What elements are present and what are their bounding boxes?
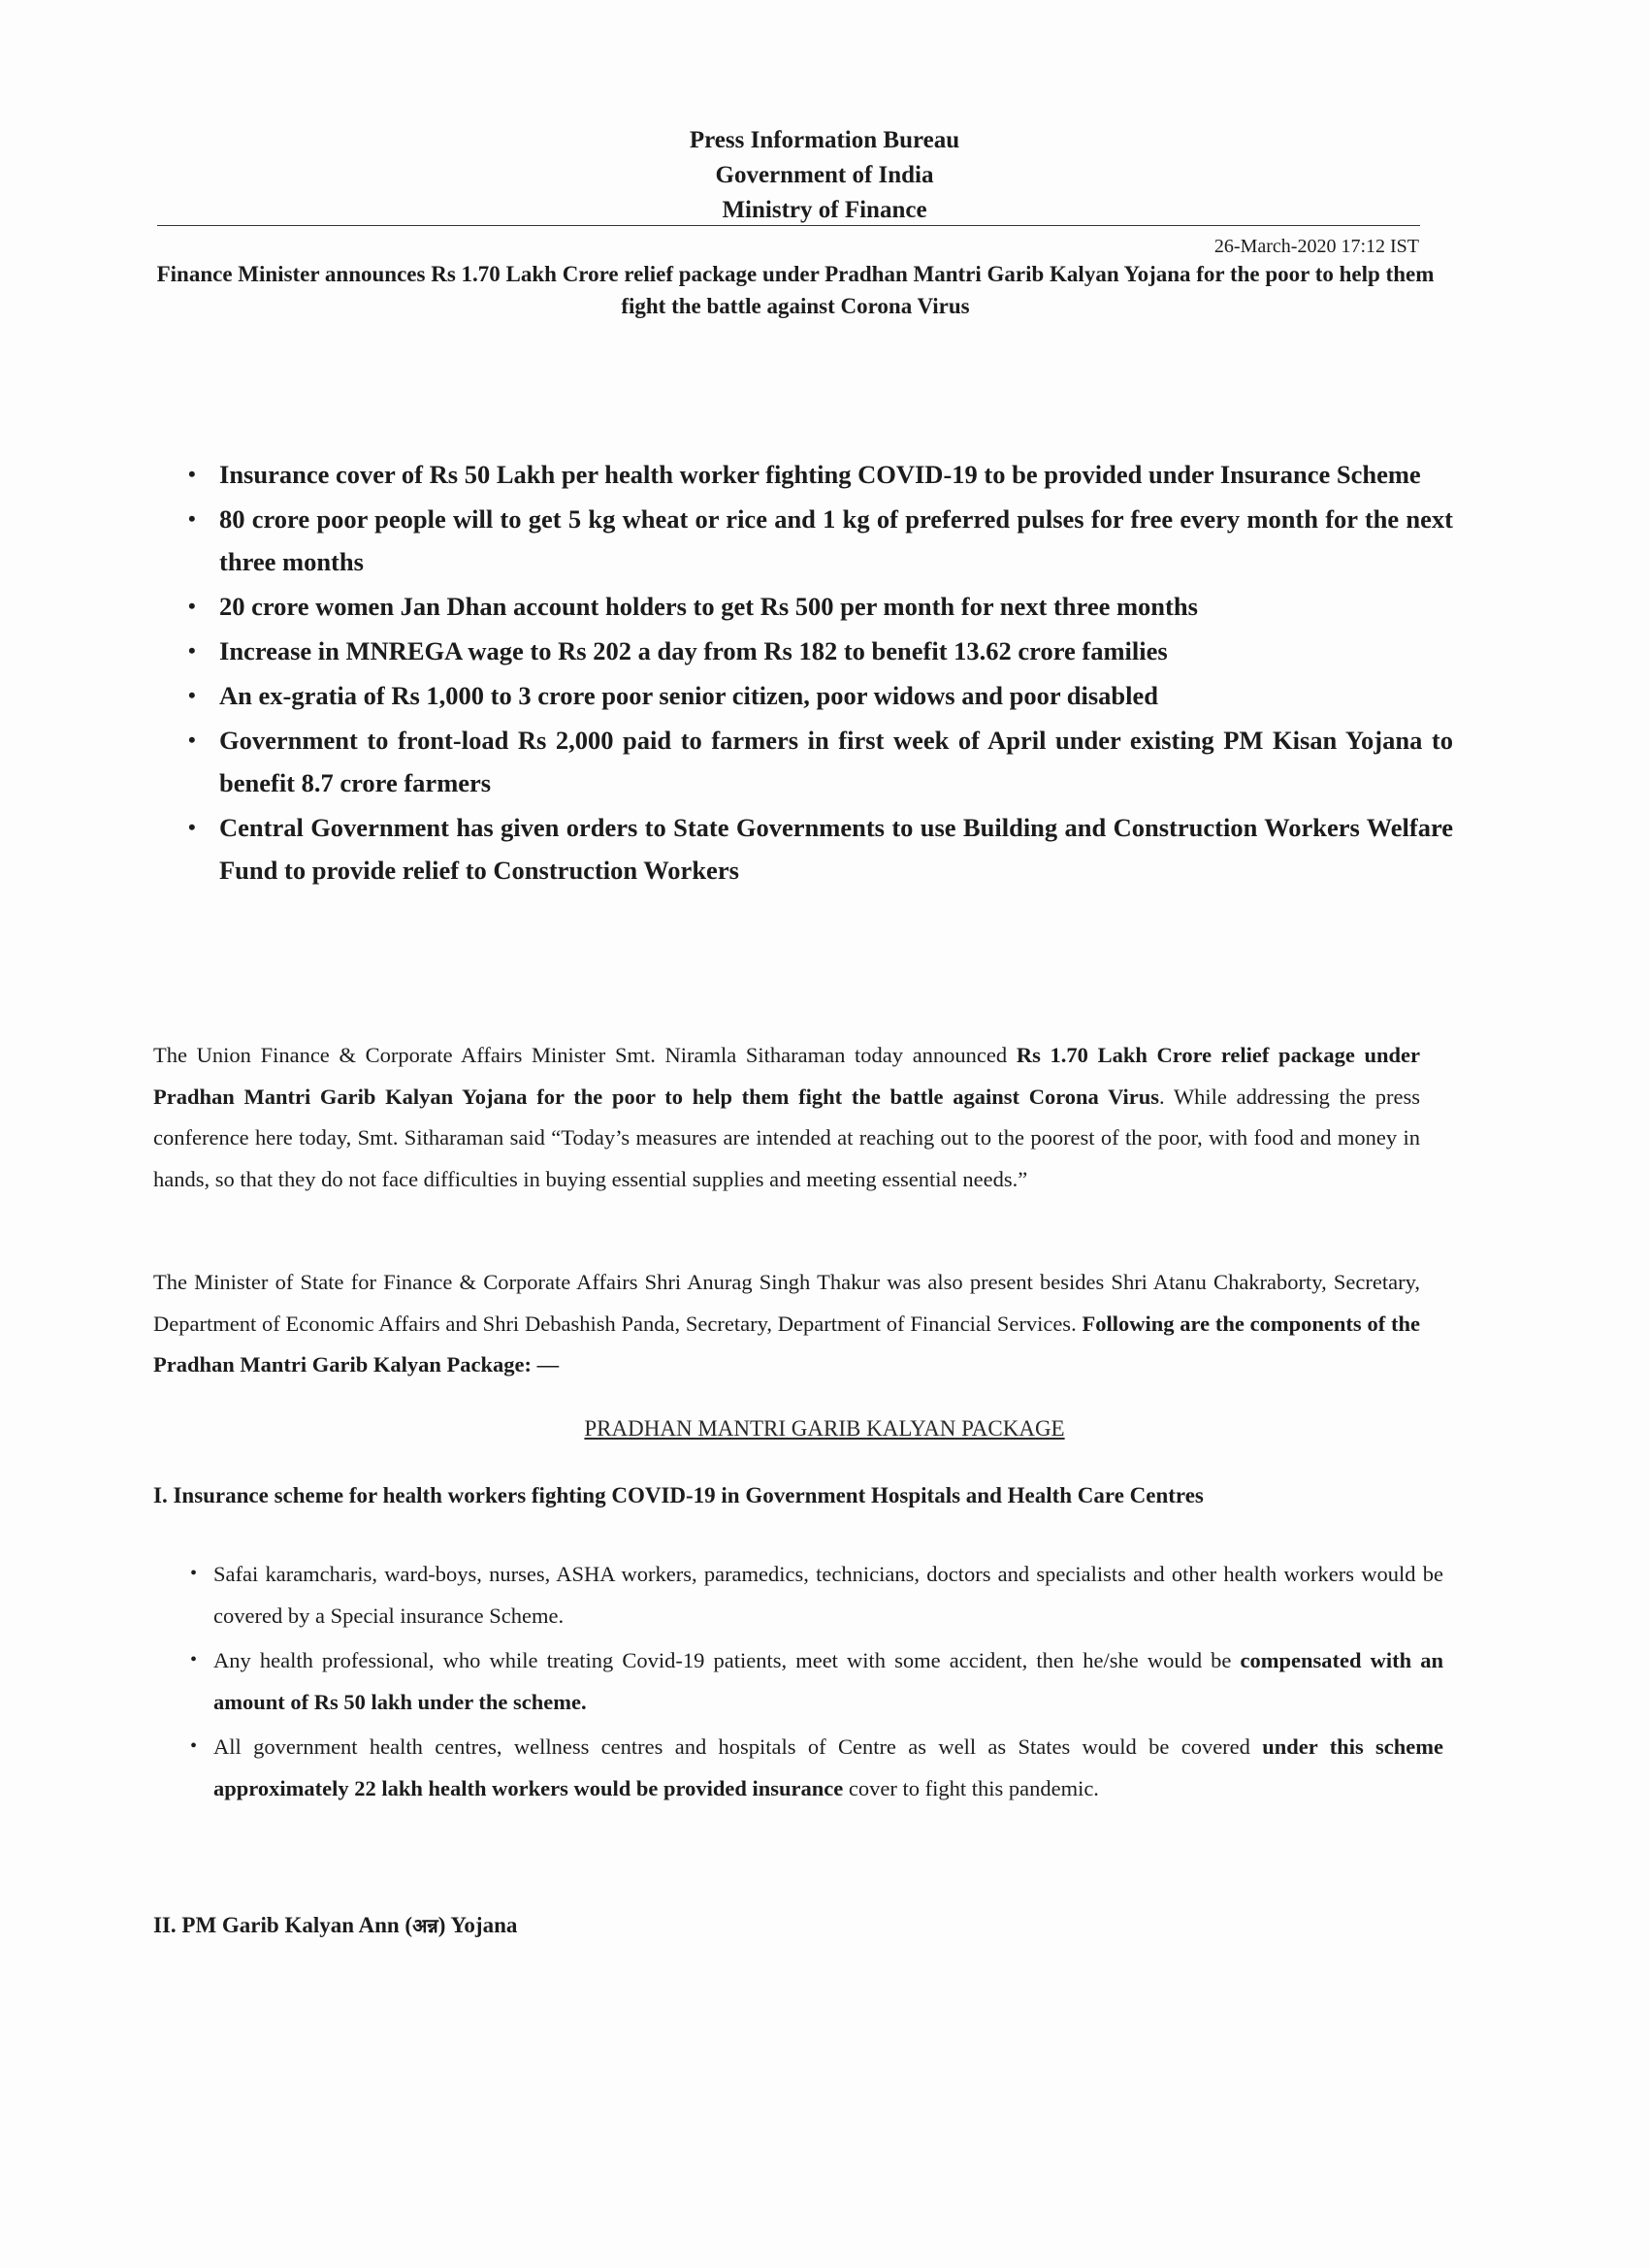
highlight-item: • Central Government has given orders to State Governments to use Building and Construction Workers Welfare Fund to provide relief to Construction Workers <box>219 806 1453 891</box>
section-1-list <box>190 1553 1443 1812</box>
section-1-title: I. Insurance scheme for health workers fighting COVID-19 in Government Hospitals and Health Care Centres <box>153 1483 1204 1507</box>
section-2-title: II. PM Garib Kalyan Ann (अन्न) Yojana <box>153 1913 518 1937</box>
list-item: • Any health professional, who while treating Covid-19 patients, meet with some accident, then he/she would be compensated with an amount of Rs 50 lakh under the scheme. <box>213 1639 1443 1723</box>
highlight-item: • Increase in MNREGA wage to Rs 202 a day from Rs 182 to benefit 13.62 crore families <box>219 630 1453 672</box>
list-item: • Safai karamcharis, ward-boys, nurses, ASHA workers, paramedics, technicians, doctors and specialists and other health workers would be covered by a Special insurance Scheme. <box>213 1553 1443 1636</box>
header-government: Government of India <box>715 162 934 188</box>
intro-paragraph: The Union Finance & Corporate Affairs Minister Smt. Niramla Sitharaman today announced Rs 1.70 Lakh Crore relief package under Pradhan Mantri Garib Kalyan Yojana for the poor to help them fight the battle against Corona Virus. While addressing the press conference here today, Smt. Sitharaman said “Today’s measures are intended at reaching out to the poorest of the poor, with food and money in hands, so that they do not face difficulties in buying essential supplies and meeting essential needs.” <box>153 1043 1420 1191</box>
list-item: • All government health centres, wellness centres and hospitals of Centre as well as States would be covered under this scheme approximately 22 lakh health workers would be provided insurance cover to fight this pandemic. <box>213 1726 1443 1809</box>
highlights-list <box>188 453 1453 893</box>
highlight-item: • An ex-gratia of Rs 1,000 to 3 crore poor senior citizen, poor widows and poor disabled <box>219 674 1453 717</box>
header-divider <box>157 225 1420 226</box>
header-ministry: Ministry of Finance <box>722 197 927 223</box>
highlight-item: • 80 crore poor people will to get 5 kg wheat or rice and 1 kg of preferred pulses for free every month for the next three months <box>219 498 1453 583</box>
highlight-item: • 20 crore women Jan Dhan account holders to get Rs 500 per month for next three months <box>219 585 1453 628</box>
highlight-item: • Insurance cover of Rs 50 Lakh per health worker fighting COVID-19 to be provided under Insurance Scheme <box>219 453 1453 496</box>
highlight-item: • Government to front-load Rs 2,000 paid to farmers in first week of April under existing PM Kisan Yojana to benefit 8.7 crore farmers <box>219 719 1453 804</box>
package-title: PRADHAN MANTRI GARIB KALYAN PACKAGE <box>584 1416 1065 1441</box>
release-date: 26-March-2020 17:12 IST <box>1213 236 1419 257</box>
release-headline: Finance Minister announces Rs 1.70 Lakh Crore relief package under Pradhan Mantri Garib Kalyan Yojana for the poor to help them fight the battle against Corona Virus <box>156 262 1435 318</box>
header-bureau: Press Information Bureau <box>689 127 960 153</box>
attendees-paragraph: The Minister of State for Finance & Corporate Affairs Shri Anurag Singh Thakur was also present besides Shri Atanu Chakraborty, Secretary, Department of Economic Affairs and Shri Debashish Panda, Secretary, Department of Financial Services. Following are the components of the Pradhan Mantri Garib Kalyan Package: — <box>153 1270 1420 1377</box>
